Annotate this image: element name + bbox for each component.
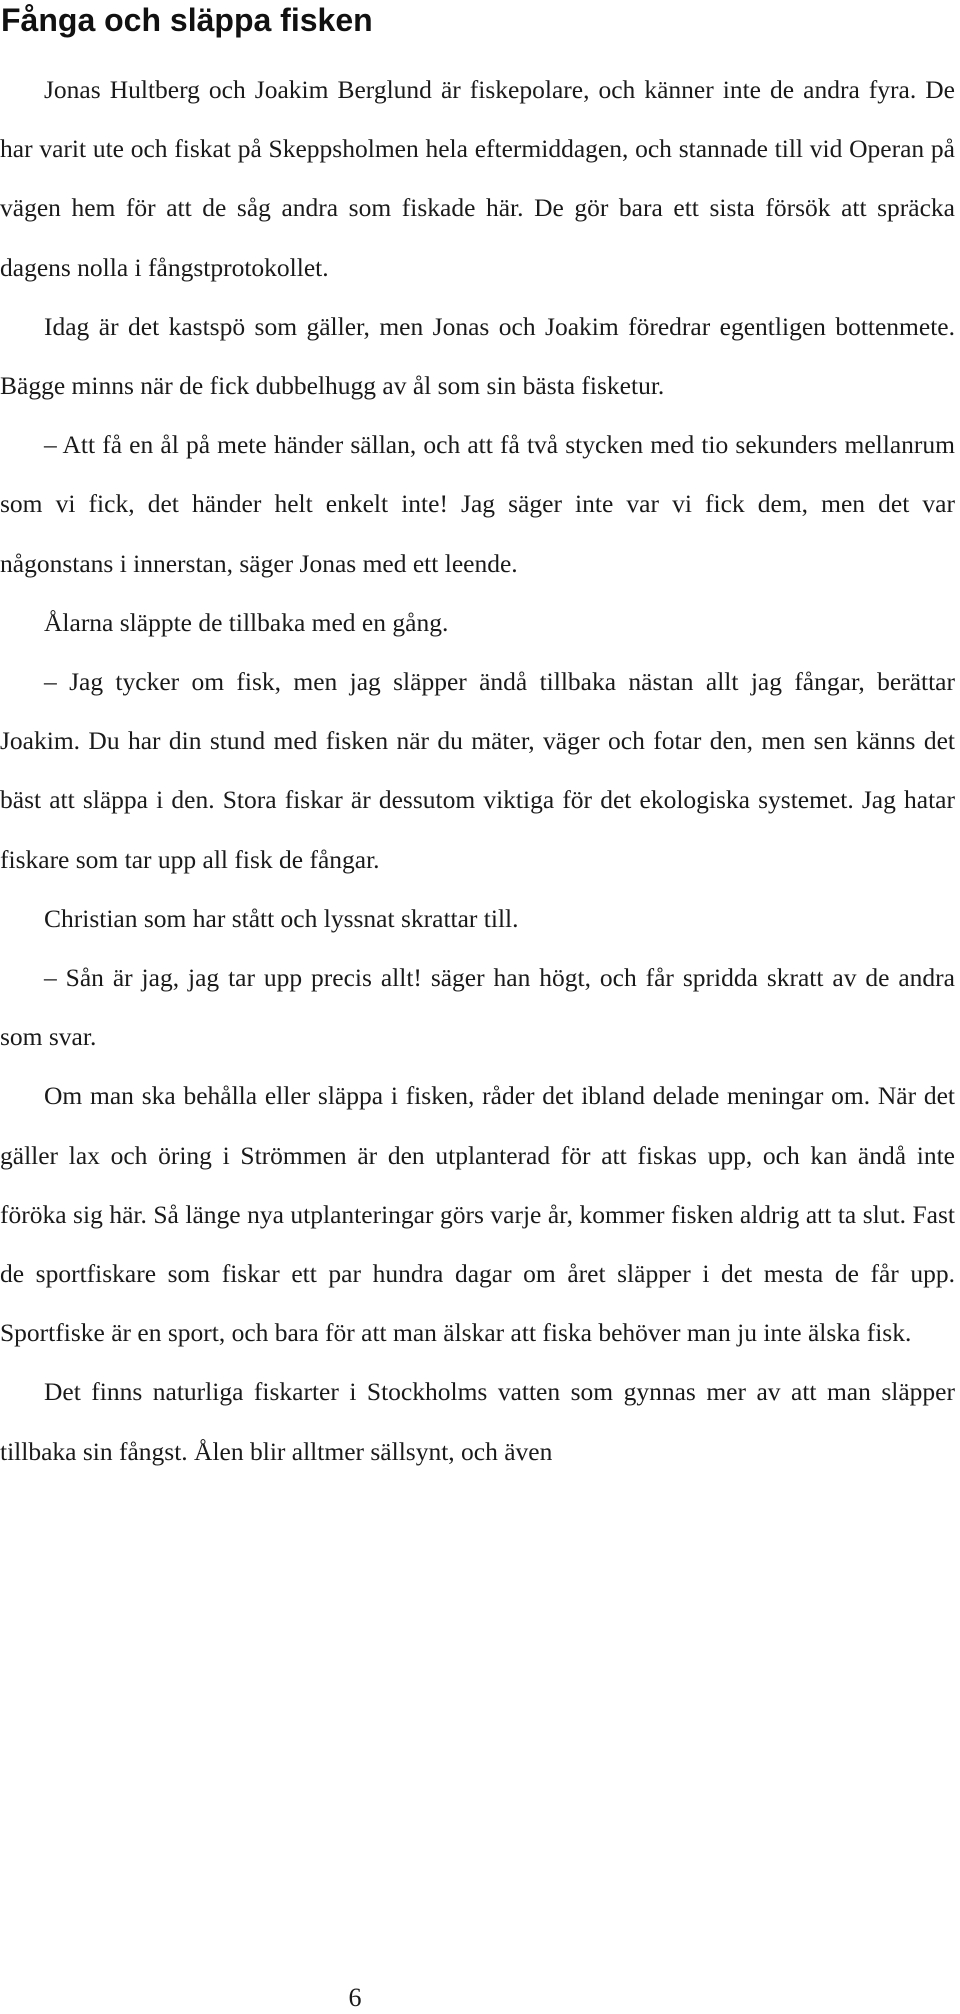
paragraph-9: Det finns naturliga fiskarter i Stockholms vatten som gynnas mer av att man släpper tillbaka sin fångst. Ålen blir alltmer sällsynt, och även: [0, 1377, 955, 1466]
paragraph-7: – Sån är jag, jag tar upp precis allt! säger han högt, och får spridda skratt av de andra som svar.: [0, 963, 955, 1052]
paragraph-8: Om man ska behålla eller släppa i fisken, råder det ibland delade meningar om. När det gäller lax och öring i Strömmen är den utplanterad för att fiskas upp, och kan ändå inte föröka sig här. Så länge nya utplanteringar görs varje år, kommer fisken aldrig att ta slut. Fast de sportfiskare som fiskar ett par hundra dagar om året släpper i det mesta de får upp. Sportfiske är en sport, och bara för att man älskar att fiska behöver man ju inte älska fisk.: [0, 1081, 955, 1348]
article-body: [0, 60, 955, 1481]
paragraph-3: – Att få en ål på mete händer sällan, och att få två stycken med tio sekunders mellanrum som vi fick, det händer helt enkelt inte! Jag säger inte var vi fick dem, men det var någonstans i innerstan, säger Jonas med ett leende.: [0, 430, 955, 578]
article-title: Fånga och släppa fisken: [1, 2, 373, 38]
page-number: 6: [348, 1983, 362, 2012]
paragraph-4: Ålarna släppte de tillbaka med en gång.: [44, 607, 449, 637]
paragraph-1: Jonas Hultberg och Joakim Berglund är fiskepolare, och känner inte de andra fyra. De har varit ute och fiskat på Skeppsholmen hela eftermiddagen, och stannade till vid Operan på vägen hem för att de såg andra som fiskade här. De gör bara ett sista försök att spräcka dagens nolla i fångstprotokollet.: [0, 75, 955, 282]
paragraph-2: Idag är det kastspö som gäller, men Jonas och Joakim föredrar egentligen bottenmete. Bägge minns när de fick dubbelhugg av ål som sin bästa fisketur.: [0, 311, 955, 401]
paragraph-6: Christian som har stått och lyssnat skrattar till.: [44, 903, 519, 933]
paragraph-5: – Jag tycker om fisk, men jag släpper ändå tillbaka nästan allt jag fångar, berättar Joakim. Du har din stund med fisken när du mäter, väger och fotar den, men sen känns det bäst att släppa i den. Stora fiskar är dessutom viktiga för det ekologiska systemet. Jag hatar fiskare som tar upp all fisk de fångar.: [0, 667, 955, 874]
